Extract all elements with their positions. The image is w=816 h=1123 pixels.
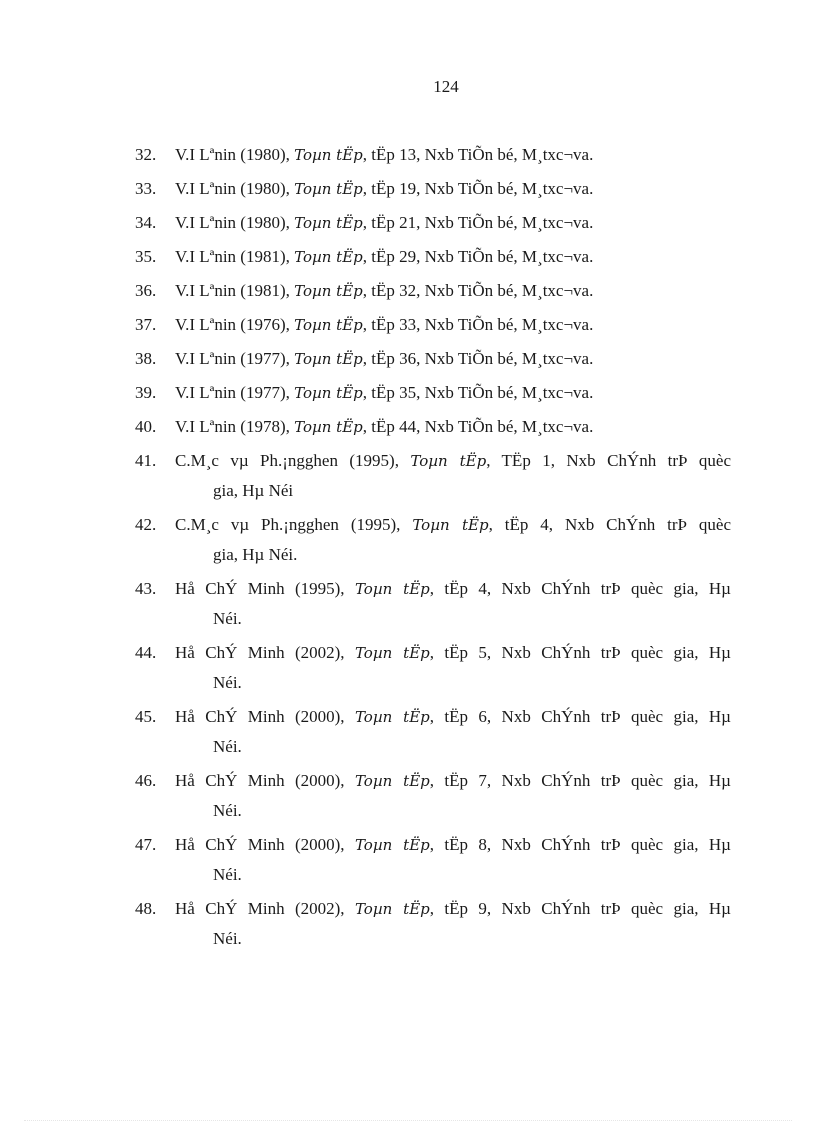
- reference-author-year: Hå ChÝ Minh (2000),: [175, 707, 355, 726]
- reference-item: [135, 510, 731, 570]
- reference-number: 32.: [135, 145, 157, 164]
- reference-details: , tËp 4, Nxb ChÝnh trÞ quèc gia, Hµ: [429, 579, 731, 598]
- reference-number: 46.: [135, 771, 157, 790]
- reference-item: [135, 140, 731, 170]
- reference-body: [175, 574, 731, 604]
- reference-body: [175, 310, 593, 340]
- reference-continuation: Néi.: [213, 737, 242, 756]
- reference-body: [175, 378, 593, 408]
- reference-details: , TËp 1, Nxb ChÝnh trÞ quèc: [486, 451, 731, 470]
- page-number: 124: [433, 77, 459, 96]
- reference-continuation: Néi.: [213, 673, 242, 692]
- reference-author-year: V.I Lªnin (1981),: [175, 247, 295, 266]
- reference-details: , tËp 5, Nxb ChÝnh trÞ quèc gia, Hµ: [429, 643, 731, 662]
- reference-item: [135, 574, 731, 634]
- reference-body: [175, 174, 593, 204]
- reference-number: 44.: [135, 643, 157, 662]
- reference-details: , tËp 21, Nxb TiÕn bé, M¸txc¬va.: [362, 213, 594, 232]
- reference-first-line: [135, 446, 731, 476]
- reference-author-year: V.I Lªnin (1980),: [175, 179, 295, 198]
- reference-author-year: Hå ChÝ Minh (1995),: [175, 579, 355, 598]
- reference-author-year: V.I Lªnin (1977),: [175, 383, 295, 402]
- reference-details: , tËp 19, Nxb TiÕn bé, M¸txc¬va.: [362, 179, 594, 198]
- reference-author-year: Hå ChÝ Minh (2000),: [175, 835, 355, 854]
- reference-number: 45.: [135, 707, 157, 726]
- reference-title: Toµn tËp: [354, 836, 430, 854]
- reference-item: [135, 174, 731, 204]
- reference-title: Toµn tËp: [354, 580, 430, 598]
- reference-first-line: [135, 638, 731, 668]
- reference-number: 42.: [135, 515, 157, 534]
- reference-details: , tËp 36, Nxb TiÕn bé, M¸txc¬va.: [362, 349, 594, 368]
- reference-body: [175, 702, 731, 732]
- reference-number: 33.: [135, 179, 157, 198]
- reference-number: 37.: [135, 315, 157, 334]
- reference-details: , tËp 13, Nxb TiÕn bé, M¸txc¬va.: [362, 145, 594, 164]
- reference-number: 43.: [135, 579, 157, 598]
- reference-number: 48.: [135, 899, 157, 918]
- reference-body: [175, 412, 593, 442]
- reference-title: Toµn tËp: [354, 772, 430, 790]
- reference-number: 35.: [135, 247, 157, 266]
- reference-item: [135, 310, 731, 340]
- reference-title: Toµn tËp: [354, 708, 430, 726]
- reference-body: [175, 208, 593, 238]
- reference-item: [135, 702, 731, 762]
- reference-title: Toµn tËp: [294, 384, 363, 402]
- reference-title: Toµn tËp: [294, 248, 363, 266]
- reference-item: [135, 830, 731, 890]
- reference-first-line: [135, 894, 731, 924]
- reference-details: , tËp 33, Nxb TiÕn bé, M¸txc¬va.: [362, 315, 594, 334]
- reference-title: Toµn tËp: [354, 644, 430, 662]
- reference-author-year: V.I Lªnin (1980),: [175, 213, 295, 232]
- reference-title: Toµn tËp: [294, 350, 363, 368]
- reference-title: Toµn tËp: [294, 214, 363, 232]
- reference-continuation: Néi.: [213, 801, 242, 820]
- reference-number: 40.: [135, 417, 157, 436]
- reference-title: Toµn tËp: [294, 316, 363, 334]
- reference-details: , tËp 8, Nxb ChÝnh trÞ quèc gia, Hµ: [429, 835, 731, 854]
- reference-details: , tËp 9, Nxb ChÝnh trÞ quèc gia, Hµ: [429, 899, 731, 918]
- reference-author-year: V.I Lªnin (1976),: [175, 315, 295, 334]
- reference-author-year: C.M¸c vµ Ph.¡ngghen (1995),: [175, 515, 413, 534]
- reference-title: Toµn tËp: [294, 146, 363, 164]
- reference-first-line: [135, 830, 731, 860]
- reference-body: [175, 242, 593, 272]
- reference-body: [175, 510, 731, 540]
- reference-continuation: Néi.: [213, 865, 242, 884]
- reference-title: Toµn tËp: [354, 900, 430, 918]
- reference-title: Toµn tËp: [412, 516, 489, 534]
- reference-first-line: [135, 702, 731, 732]
- reference-number: 34.: [135, 213, 157, 232]
- reference-number: 41.: [135, 451, 157, 470]
- reference-number: 38.: [135, 349, 157, 368]
- reference-author-year: Hå ChÝ Minh (2002),: [175, 899, 355, 918]
- reference-details: , tËp 32, Nxb TiÕn bé, M¸txc¬va.: [362, 281, 594, 300]
- reference-item: [135, 344, 731, 374]
- reference-first-line: [135, 766, 731, 796]
- reference-item: [135, 766, 731, 826]
- reference-author-year: V.I Lªnin (1978),: [175, 417, 295, 436]
- reference-details: , tËp 44, Nxb TiÕn bé, M¸txc¬va.: [362, 417, 594, 436]
- reference-item: [135, 276, 731, 306]
- reference-body: [175, 894, 731, 924]
- reference-continuation: Néi.: [213, 609, 242, 628]
- reference-item: [135, 638, 731, 698]
- reference-details: , tËp 29, Nxb TiÕn bé, M¸txc¬va.: [362, 247, 594, 266]
- reference-first-line: [135, 574, 731, 604]
- reference-author-year: V.I Lªnin (1980),: [175, 145, 295, 164]
- reference-body: [175, 638, 731, 668]
- page-bottom-divider: [24, 1120, 792, 1121]
- reference-item: [135, 446, 731, 506]
- reference-title: Toµn tËp: [410, 452, 487, 470]
- reference-number: 36.: [135, 281, 157, 300]
- reference-body: [175, 446, 731, 476]
- reference-item: [135, 412, 731, 442]
- reference-item: [135, 242, 731, 272]
- reference-item: [135, 894, 731, 954]
- reference-item: [135, 208, 731, 238]
- reference-title: Toµn tËp: [294, 180, 363, 198]
- reference-author-year: Hå ChÝ Minh (2002),: [175, 643, 355, 662]
- reference-details: , tËp 4, Nxb ChÝnh trÞ quèc: [488, 515, 731, 534]
- reference-title: Toµn tËp: [294, 282, 363, 300]
- reference-list: [135, 140, 731, 958]
- reference-details: , tËp 6, Nxb ChÝnh trÞ quèc gia, Hµ: [429, 707, 731, 726]
- reference-body: [175, 276, 593, 306]
- reference-author-year: V.I Lªnin (1977),: [175, 349, 295, 368]
- reference-item: [135, 378, 731, 408]
- reference-details: , tËp 35, Nxb TiÕn bé, M¸txc¬va.: [362, 383, 594, 402]
- reference-continuation: gia, Hµ Néi: [213, 481, 294, 500]
- reference-number: 47.: [135, 835, 157, 854]
- reference-details: , tËp 7, Nxb ChÝnh trÞ quèc gia, Hµ: [429, 771, 731, 790]
- reference-author-year: C.M¸c vµ Ph.¡ngghen (1995),: [175, 451, 411, 470]
- reference-body: [175, 344, 593, 374]
- reference-body: [175, 830, 731, 860]
- reference-author-year: Hå ChÝ Minh (2000),: [175, 771, 355, 790]
- reference-number: 39.: [135, 383, 157, 402]
- reference-title: Toµn tËp: [294, 418, 363, 436]
- reference-first-line: [135, 510, 731, 540]
- reference-continuation: Néi.: [213, 929, 242, 948]
- reference-body: [175, 766, 731, 796]
- reference-continuation: gia, Hµ Néi.: [213, 545, 298, 564]
- reference-body: [175, 140, 593, 170]
- reference-author-year: V.I Lªnin (1981),: [175, 281, 295, 300]
